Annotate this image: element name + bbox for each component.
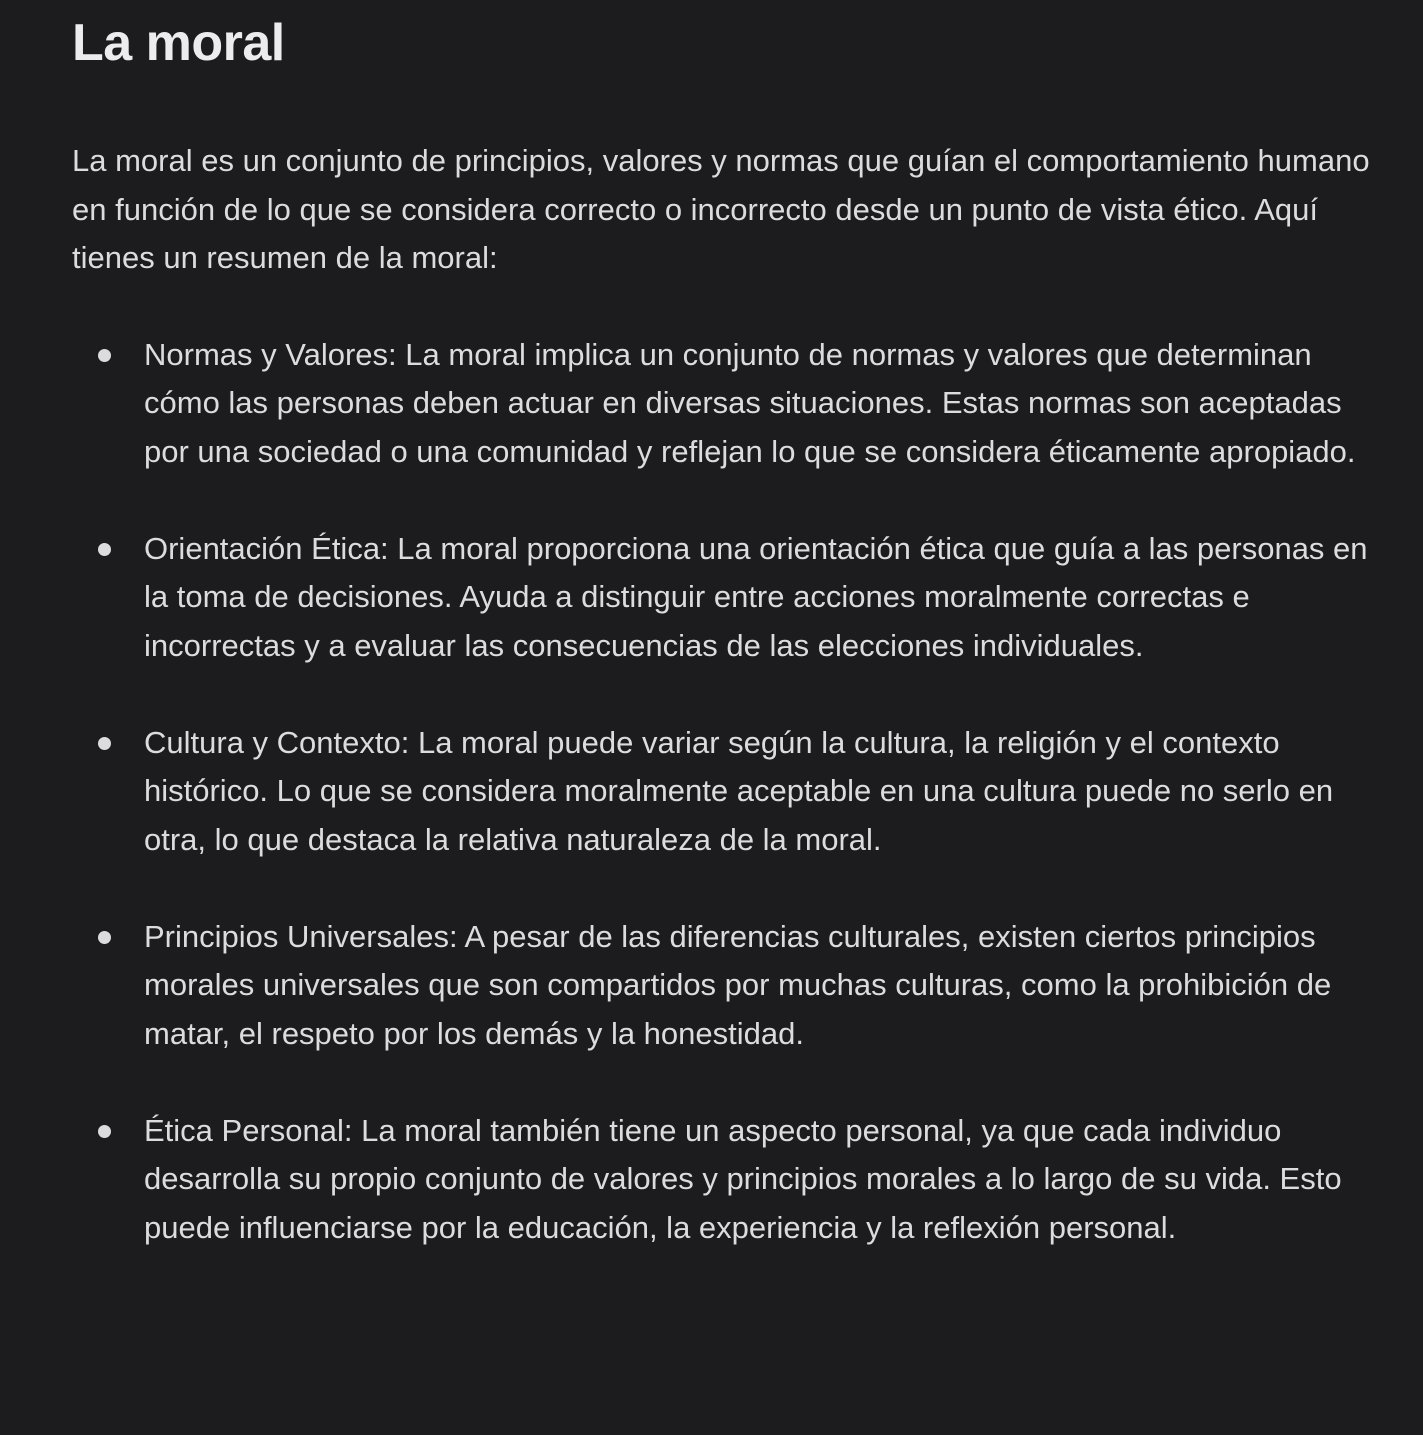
list-item-text: Principios Universales: A pesar de las diferencias culturales, existen ciertos principios morales universales que son compartidos por muchas culturas, como la prohibición de matar, el respeto por los demás y la honestidad. <box>144 918 1332 1051</box>
list-item-text: Ética Personal: La moral también tiene un aspecto personal, ya que cada individuo desarrolla su propio conjunto de valores y principios morales a lo largo de su vida. Esto puede influenciarse por la educación, la experiencia y la reflexión personal. <box>144 1112 1342 1245</box>
list-item <box>72 913 1387 1059</box>
list-item <box>72 719 1387 865</box>
list-item <box>72 331 1387 477</box>
list-item-text: Cultura y Contexto: La moral puede variar según la cultura, la religión y el contexto histórico. Lo que se considera moralmente aceptable en una cultura puede no serlo en otra, lo que destaca la relativa naturaleza de la moral. <box>144 724 1334 857</box>
document-body <box>72 0 1387 1301</box>
list-item <box>72 525 1387 671</box>
bullet-icon <box>98 737 111 750</box>
bullet-icon <box>98 1125 111 1138</box>
page-title: La moral <box>72 14 285 72</box>
bullet-icon <box>98 931 111 944</box>
bullet-list <box>72 331 1387 1253</box>
intro-paragraph: La moral es un conjunto de principios, valores y normas que guían el comportamiento humano en función de lo que se considera correcto o incorrecto desde un punto de vista ético. Aquí tienes un resumen de la moral: <box>72 143 1370 275</box>
list-item-text: Orientación Ética: La moral proporciona una orientación ética que guía a las personas en la toma de decisiones. Ayuda a distinguir entre acciones moralmente correctas e incorrectas y a evaluar las consecuencias de las elecciones individuales. <box>144 530 1368 663</box>
bullet-icon <box>98 349 111 362</box>
list-item <box>72 1107 1387 1253</box>
list-item-text: Normas y Valores: La moral implica un conjunto de normas y valores que determinan cómo las personas deben actuar en diversas situaciones. Estas normas son aceptadas por una sociedad o una comunidad y reflejan lo que se considera éticamente apropiado. <box>144 336 1356 469</box>
bullet-icon <box>98 543 111 556</box>
